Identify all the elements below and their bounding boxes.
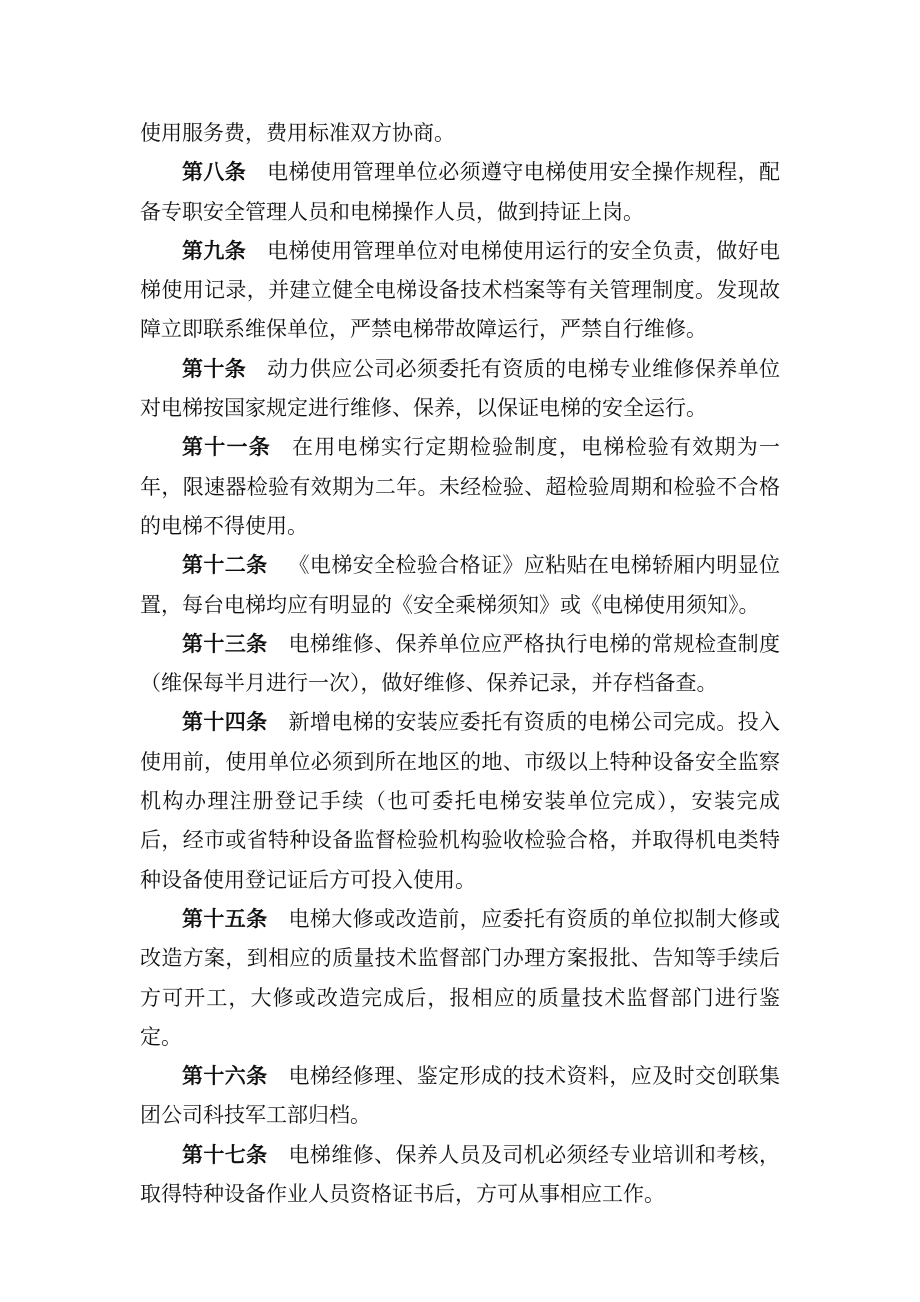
article-text: 动力供应公司必须委托有资质的电梯专业维修保养单位对电梯按国家规定进行维修、保养，以保证电梯的安全运行。 [140,356,781,421]
article-9 [140,232,780,350]
article-8 [140,153,780,232]
article-number: 第十六条 [182,1064,268,1089]
article-text: 电梯维修、保养人员及司机必须经专业培训和考核，取得特种设备作业人员资格证书后，方可从事相应工作。 [140,1142,781,1207]
article-12 [140,546,780,625]
article-text: 新增电梯的安装应委托有资质的电梯公司完成。投入使用前，使用单位必须到所在地区的地、市级以上特种设备安全监察机构办理注册登记手续（也可委托电梯安装单位完成），安装完成后，经市或省特种设备监督检验机构验收检验合格，并取得机电类特种设备使用登记证后方可投入使用。 [140,710,781,892]
article-text: 电梯维修、保养单位应严格执行电梯的常规检查制度（维保每半月进行一次），做好维修、保养记录，并存档备查。 [140,631,781,696]
document-body [140,114,780,1214]
article-number: 第九条 [182,238,247,263]
article-number: 第十条 [182,356,247,381]
article-13 [140,625,780,704]
article-11 [140,428,780,546]
article-number: 第十一条 [182,435,271,460]
article-text: 电梯大修或改造前，应委托有资质的单位拟制大修或改造方案，到相应的质量技术监督部门办理方案报批、告知等手续后方可开工，大修或改造完成后，报相应的质量技术监督部门进行鉴定。 [140,906,781,1049]
article-15 [140,900,780,1057]
intro-paragraph: 使用服务费，费用标准双方协商。 [140,121,455,145]
article-text: 在用电梯实行定期检验制度，电梯检验有效期为一年，限速器检验有效期为二年。未经检验、超检验周期和检验不合格的电梯不得使用。 [140,435,781,538]
article-text: 电梯经修理、鉴定形成的技术资料，应及时交创联集团公司科技军工部归档。 [140,1064,781,1128]
article-10 [140,350,780,429]
article-number: 第十五条 [182,906,268,931]
article-text: 电梯使用管理单位对电梯使用运行的安全负责，做好电梯使用记录，并建立健全电梯设备技术档案等有关管理制度。发现故障立即联系维保单位，严禁电梯带故障运行，严禁自行维修。 [140,238,781,342]
article-16 [140,1057,780,1136]
article-14 [140,703,780,899]
article-number: 第八条 [182,160,247,185]
article-number: 第十三条 [182,631,268,656]
article-text: 电梯使用管理单位必须遵守电梯使用安全操作规程，配备专职安全管理人员和电梯操作人员，做到持证上岗。 [140,160,781,224]
article-number: 第十二条 [182,553,268,578]
article-number: 第十四条 [182,710,268,735]
article-17 [140,1136,780,1215]
article-text: 《电梯安全检验合格证》应粘贴在电梯轿厢内明显位置，每台电梯均应有明显的《安全乘梯须知》或《电梯使用须知》。 [140,553,781,617]
article-number: 第十七条 [182,1142,268,1167]
